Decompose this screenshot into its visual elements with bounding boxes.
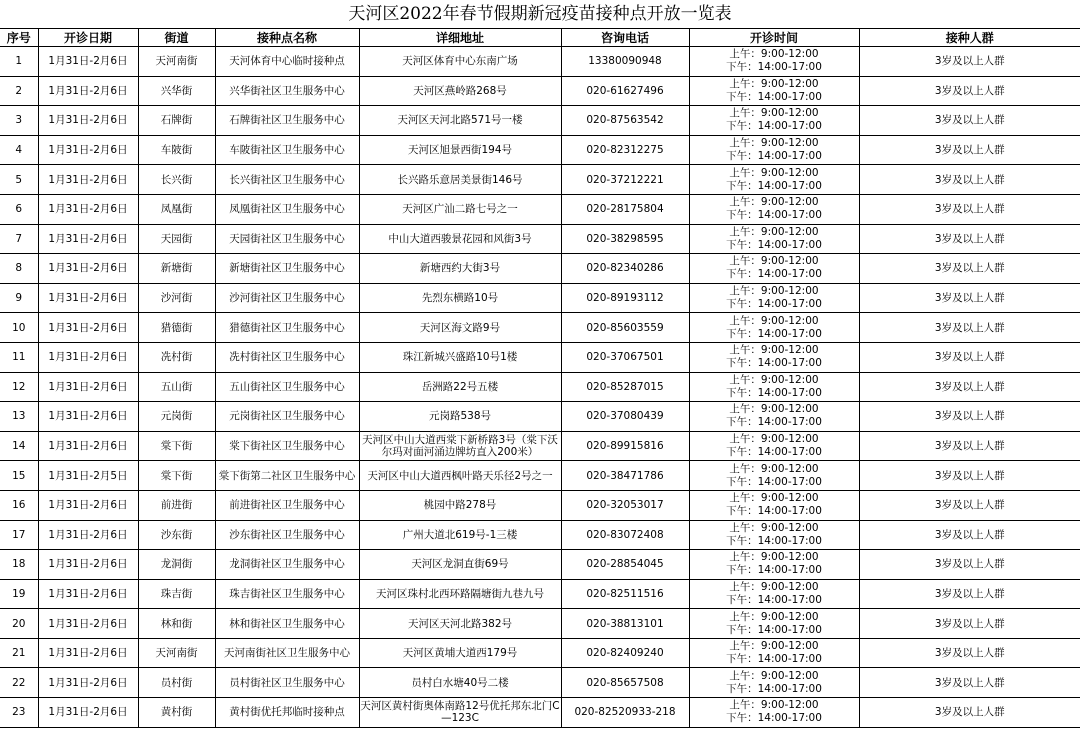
site-name-cell: 石牌街社区卫生服务中心 xyxy=(215,106,359,136)
row-index-cell: 23 xyxy=(0,698,38,728)
afternoon-hours: 下午：14:00-17:00 xyxy=(726,61,822,74)
target-group-cell: 3岁及以上人群 xyxy=(859,461,1080,491)
row-index-cell: 19 xyxy=(0,579,38,609)
open-hours-cell xyxy=(689,135,859,165)
morning-hours: 上午：9:00-12:00 xyxy=(729,551,819,564)
open-date-cell: 1月31日-2月6日 xyxy=(38,283,138,313)
row-index-cell: 1 xyxy=(0,47,38,77)
open-date-cell: 1月31日-2月5日 xyxy=(38,461,138,491)
row-index-cell: 5 xyxy=(0,165,38,195)
afternoon-hours: 下午：14:00-17:00 xyxy=(726,682,822,695)
row-index-cell: 14 xyxy=(0,431,38,461)
street-cell: 珠吉街 xyxy=(138,579,215,609)
row-index-cell: 17 xyxy=(0,520,38,550)
column-header-index: 序号 xyxy=(0,29,38,47)
afternoon-hours: 下午：14:00-17:00 xyxy=(726,446,822,459)
open-date-cell: 1月31日-2月6日 xyxy=(38,550,138,580)
phone-cell: 020-38298595 xyxy=(561,224,689,254)
street-cell: 林和街 xyxy=(138,609,215,639)
row-index-cell: 6 xyxy=(0,194,38,224)
open-hours-cell xyxy=(689,402,859,432)
open-hours-cell xyxy=(689,313,859,343)
address-cell: 员村白水塘40号二楼 xyxy=(359,668,561,698)
street-cell: 车陂街 xyxy=(138,135,215,165)
row-index-cell: 3 xyxy=(0,106,38,136)
morning-hours: 上午：9:00-12:00 xyxy=(729,48,819,61)
open-date-cell: 1月31日-2月6日 xyxy=(38,135,138,165)
address-cell: 桃园中路278号 xyxy=(359,490,561,520)
street-cell: 前进街 xyxy=(138,490,215,520)
open-date-cell: 1月31日-2月6日 xyxy=(38,490,138,520)
open-date-cell: 1月31日-2月6日 xyxy=(38,313,138,343)
target-group-cell: 3岁及以上人群 xyxy=(859,668,1080,698)
site-name-cell: 五山街社区卫生服务中心 xyxy=(215,372,359,402)
afternoon-hours: 下午：14:00-17:00 xyxy=(726,150,822,163)
target-group-cell: 3岁及以上人群 xyxy=(859,135,1080,165)
column-header-site: 接种点名称 xyxy=(215,29,359,47)
site-name-cell: 凤凰街社区卫生服务中心 xyxy=(215,194,359,224)
table-row xyxy=(0,609,1080,639)
address-cell: 天河区黄村街奥体南路12号优托邦东北门C—123C xyxy=(359,698,561,728)
table-row xyxy=(0,135,1080,165)
phone-cell: 020-38471786 xyxy=(561,461,689,491)
morning-hours: 上午：9:00-12:00 xyxy=(729,344,819,357)
target-group-cell: 3岁及以上人群 xyxy=(859,342,1080,372)
open-date-cell: 1月31日-2月6日 xyxy=(38,668,138,698)
address-cell: 天河区海文路9号 xyxy=(359,313,561,343)
address-cell: 天河区体育中心东南广场 xyxy=(359,47,561,77)
open-date-cell: 1月31日-2月6日 xyxy=(38,638,138,668)
table-row xyxy=(0,372,1080,402)
morning-hours: 上午：9:00-12:00 xyxy=(729,403,819,416)
column-header-date: 开诊日期 xyxy=(38,29,138,47)
open-date-cell: 1月31日-2月6日 xyxy=(38,194,138,224)
street-cell: 天河南街 xyxy=(138,638,215,668)
open-hours-cell xyxy=(689,520,859,550)
open-date-cell: 1月31日-2月6日 xyxy=(38,698,138,728)
address-cell: 岳洲路22号五楼 xyxy=(359,372,561,402)
morning-hours: 上午：9:00-12:00 xyxy=(729,640,819,653)
target-group-cell: 3岁及以上人群 xyxy=(859,402,1080,432)
phone-cell: 020-32053017 xyxy=(561,490,689,520)
table-row xyxy=(0,254,1080,284)
target-group-cell: 3岁及以上人群 xyxy=(859,47,1080,77)
street-cell: 棠下街 xyxy=(138,461,215,491)
morning-hours: 上午：9:00-12:00 xyxy=(729,610,819,623)
row-index-cell: 15 xyxy=(0,461,38,491)
site-name-cell: 林和街社区卫生服务中心 xyxy=(215,609,359,639)
site-name-cell: 龙洞街社区卫生服务中心 xyxy=(215,550,359,580)
afternoon-hours: 下午：14:00-17:00 xyxy=(726,268,822,281)
phone-cell: 020-37067501 xyxy=(561,342,689,372)
column-header-address: 详细地址 xyxy=(359,29,561,47)
afternoon-hours: 下午：14:00-17:00 xyxy=(726,416,822,429)
open-hours-cell xyxy=(689,372,859,402)
table-row xyxy=(0,638,1080,668)
open-date-cell: 1月31日-2月6日 xyxy=(38,254,138,284)
table-row xyxy=(0,431,1080,461)
morning-hours: 上午：9:00-12:00 xyxy=(729,699,819,712)
open-date-cell: 1月31日-2月6日 xyxy=(38,520,138,550)
afternoon-hours: 下午：14:00-17:00 xyxy=(726,593,822,606)
open-date-cell: 1月31日-2月6日 xyxy=(38,609,138,639)
afternoon-hours: 下午：14:00-17:00 xyxy=(726,623,822,636)
row-index-cell: 22 xyxy=(0,668,38,698)
target-group-cell: 3岁及以上人群 xyxy=(859,165,1080,195)
vaccination-sites-table xyxy=(0,29,1080,728)
table-row xyxy=(0,283,1080,313)
header-row xyxy=(0,29,1080,47)
target-group-cell: 3岁及以上人群 xyxy=(859,520,1080,550)
street-cell: 凤凰街 xyxy=(138,194,215,224)
open-date-cell: 1月31日-2月6日 xyxy=(38,76,138,106)
target-group-cell: 3岁及以上人群 xyxy=(859,698,1080,728)
site-name-cell: 天河体育中心临时接种点 xyxy=(215,47,359,77)
site-name-cell: 前进街社区卫生服务中心 xyxy=(215,490,359,520)
target-group-cell: 3岁及以上人群 xyxy=(859,638,1080,668)
table-row xyxy=(0,402,1080,432)
address-cell: 天河区旭景西街194号 xyxy=(359,135,561,165)
table-row xyxy=(0,668,1080,698)
open-hours-cell xyxy=(689,283,859,313)
row-index-cell: 2 xyxy=(0,76,38,106)
site-name-cell: 元岗街社区卫生服务中心 xyxy=(215,402,359,432)
phone-cell: 020-82340286 xyxy=(561,254,689,284)
street-cell: 棠下街 xyxy=(138,431,215,461)
column-header-phone: 咨询电话 xyxy=(561,29,689,47)
address-cell: 天河区广汕二路七号之一 xyxy=(359,194,561,224)
street-cell: 石牌街 xyxy=(138,106,215,136)
table-row xyxy=(0,461,1080,491)
phone-cell: 020-38813101 xyxy=(561,609,689,639)
street-cell: 元岗街 xyxy=(138,402,215,432)
phone-cell: 020-28854045 xyxy=(561,550,689,580)
street-cell: 冼村街 xyxy=(138,342,215,372)
phone-cell: 020-82520933-218 xyxy=(561,698,689,728)
phone-cell: 020-85657508 xyxy=(561,668,689,698)
target-group-cell: 3岁及以上人群 xyxy=(859,283,1080,313)
open-hours-cell xyxy=(689,194,859,224)
afternoon-hours: 下午：14:00-17:00 xyxy=(726,534,822,547)
address-cell: 天河区龙洞直街69号 xyxy=(359,550,561,580)
address-cell: 天河区珠村北西环路隔塘街九巷九号 xyxy=(359,579,561,609)
site-name-cell: 员村街社区卫生服务中心 xyxy=(215,668,359,698)
site-name-cell: 车陂街社区卫生服务中心 xyxy=(215,135,359,165)
morning-hours: 上午：9:00-12:00 xyxy=(729,521,819,534)
morning-hours: 上午：9:00-12:00 xyxy=(729,580,819,593)
open-hours-cell xyxy=(689,579,859,609)
address-cell: 先烈东横路10号 xyxy=(359,283,561,313)
address-cell: 元岗路538号 xyxy=(359,402,561,432)
morning-hours: 上午：9:00-12:00 xyxy=(729,492,819,505)
open-hours-cell xyxy=(689,254,859,284)
afternoon-hours: 下午：14:00-17:00 xyxy=(726,357,822,370)
phone-cell: 020-82312275 xyxy=(561,135,689,165)
morning-hours: 上午：9:00-12:00 xyxy=(729,285,819,298)
target-group-cell: 3岁及以上人群 xyxy=(859,490,1080,520)
target-group-cell: 3岁及以上人群 xyxy=(859,609,1080,639)
afternoon-hours: 下午：14:00-17:00 xyxy=(726,475,822,488)
phone-cell: 020-85603559 xyxy=(561,313,689,343)
morning-hours: 上午：9:00-12:00 xyxy=(729,137,819,150)
row-index-cell: 9 xyxy=(0,283,38,313)
open-date-cell: 1月31日-2月6日 xyxy=(38,431,138,461)
street-cell: 沙河街 xyxy=(138,283,215,313)
morning-hours: 上午：9:00-12:00 xyxy=(729,314,819,327)
site-name-cell: 新塘街社区卫生服务中心 xyxy=(215,254,359,284)
open-hours-cell xyxy=(689,106,859,136)
row-index-cell: 7 xyxy=(0,224,38,254)
open-hours-cell xyxy=(689,342,859,372)
afternoon-hours: 下午：14:00-17:00 xyxy=(726,712,822,725)
address-cell: 中山大道西骏景花园和风街3号 xyxy=(359,224,561,254)
site-name-cell: 冼村街社区卫生服务中心 xyxy=(215,342,359,372)
open-hours-cell xyxy=(689,224,859,254)
address-cell: 天河区黄埔大道西179号 xyxy=(359,638,561,668)
address-cell: 广州大道北619号-1三楼 xyxy=(359,520,561,550)
address-cell: 珠江新城兴盛路10号1楼 xyxy=(359,342,561,372)
afternoon-hours: 下午：14:00-17:00 xyxy=(726,653,822,666)
morning-hours: 上午：9:00-12:00 xyxy=(729,373,819,386)
row-index-cell: 21 xyxy=(0,638,38,668)
target-group-cell: 3岁及以上人群 xyxy=(859,372,1080,402)
column-header-hours: 开诊时间 xyxy=(689,29,859,47)
street-cell: 天河南街 xyxy=(138,47,215,77)
open-date-cell: 1月31日-2月6日 xyxy=(38,224,138,254)
phone-cell: 020-28175804 xyxy=(561,194,689,224)
open-hours-cell xyxy=(689,461,859,491)
open-date-cell: 1月31日-2月6日 xyxy=(38,47,138,77)
morning-hours: 上午：9:00-12:00 xyxy=(729,669,819,682)
phone-cell: 020-87563542 xyxy=(561,106,689,136)
phone-cell: 020-61627496 xyxy=(561,76,689,106)
site-name-cell: 黄村街优托邦临时接种点 xyxy=(215,698,359,728)
street-cell: 沙东街 xyxy=(138,520,215,550)
morning-hours: 上午：9:00-12:00 xyxy=(729,166,819,179)
phone-cell: 020-89193112 xyxy=(561,283,689,313)
row-index-cell: 20 xyxy=(0,609,38,639)
open-hours-cell xyxy=(689,668,859,698)
table-row xyxy=(0,313,1080,343)
afternoon-hours: 下午：14:00-17:00 xyxy=(726,238,822,251)
afternoon-hours: 下午：14:00-17:00 xyxy=(726,298,822,311)
target-group-cell: 3岁及以上人群 xyxy=(859,254,1080,284)
phone-cell: 020-82409240 xyxy=(561,638,689,668)
address-cell: 天河区中山大道西枫叶路天乐径2号之一 xyxy=(359,461,561,491)
site-name-cell: 沙河街社区卫生服务中心 xyxy=(215,283,359,313)
street-cell: 天园街 xyxy=(138,224,215,254)
address-cell: 天河区中山大道西棠下新桥路3号（棠下沃尔玛对面河涌边牌坊直入200米） xyxy=(359,431,561,461)
open-hours-cell xyxy=(689,698,859,728)
open-hours-cell xyxy=(689,609,859,639)
morning-hours: 上午：9:00-12:00 xyxy=(729,107,819,120)
phone-cell: 020-83072408 xyxy=(561,520,689,550)
table-row xyxy=(0,342,1080,372)
site-name-cell: 猎德街社区卫生服务中心 xyxy=(215,313,359,343)
open-date-cell: 1月31日-2月6日 xyxy=(38,342,138,372)
morning-hours: 上午：9:00-12:00 xyxy=(729,433,819,446)
street-cell: 猎德街 xyxy=(138,313,215,343)
morning-hours: 上午：9:00-12:00 xyxy=(729,255,819,268)
row-index-cell: 10 xyxy=(0,313,38,343)
open-date-cell: 1月31日-2月6日 xyxy=(38,579,138,609)
afternoon-hours: 下午：14:00-17:00 xyxy=(726,120,822,133)
phone-cell: 020-37080439 xyxy=(561,402,689,432)
phone-cell: 020-85287015 xyxy=(561,372,689,402)
open-date-cell: 1月31日-2月6日 xyxy=(38,165,138,195)
site-name-cell: 天河南街社区卫生服务中心 xyxy=(215,638,359,668)
afternoon-hours: 下午：14:00-17:00 xyxy=(726,327,822,340)
afternoon-hours: 下午：14:00-17:00 xyxy=(726,179,822,192)
address-cell: 天河区天河北路571号一楼 xyxy=(359,106,561,136)
street-cell: 龙洞街 xyxy=(138,550,215,580)
open-date-cell: 1月31日-2月6日 xyxy=(38,106,138,136)
target-group-cell: 3岁及以上人群 xyxy=(859,194,1080,224)
open-date-cell: 1月31日-2月6日 xyxy=(38,402,138,432)
target-group-cell: 3岁及以上人群 xyxy=(859,431,1080,461)
afternoon-hours: 下午：14:00-17:00 xyxy=(726,90,822,103)
table-row xyxy=(0,194,1080,224)
phone-cell: 13380090948 xyxy=(561,47,689,77)
target-group-cell: 3岁及以上人群 xyxy=(859,313,1080,343)
row-index-cell: 18 xyxy=(0,550,38,580)
open-hours-cell xyxy=(689,47,859,77)
open-hours-cell xyxy=(689,638,859,668)
street-cell: 员村街 xyxy=(138,668,215,698)
address-cell: 新塘西约大街3号 xyxy=(359,254,561,284)
target-group-cell: 3岁及以上人群 xyxy=(859,579,1080,609)
afternoon-hours: 下午：14:00-17:00 xyxy=(726,209,822,222)
target-group-cell: 3岁及以上人群 xyxy=(859,76,1080,106)
street-cell: 新塘街 xyxy=(138,254,215,284)
table-row xyxy=(0,224,1080,254)
row-index-cell: 11 xyxy=(0,342,38,372)
open-hours-cell xyxy=(689,165,859,195)
street-cell: 黄村街 xyxy=(138,698,215,728)
table-row xyxy=(0,106,1080,136)
table-row xyxy=(0,579,1080,609)
site-name-cell: 天园街社区卫生服务中心 xyxy=(215,224,359,254)
open-hours-cell xyxy=(689,76,859,106)
address-cell: 天河区燕岭路268号 xyxy=(359,76,561,106)
table-row xyxy=(0,165,1080,195)
open-hours-cell xyxy=(689,550,859,580)
phone-cell: 020-37212221 xyxy=(561,165,689,195)
address-cell: 天河区天河北路382号 xyxy=(359,609,561,639)
morning-hours: 上午：9:00-12:00 xyxy=(729,77,819,90)
site-name-cell: 棠下街社区卫生服务中心 xyxy=(215,431,359,461)
column-header-group: 接种人群 xyxy=(859,29,1080,47)
row-index-cell: 12 xyxy=(0,372,38,402)
table-row xyxy=(0,520,1080,550)
row-index-cell: 16 xyxy=(0,490,38,520)
row-index-cell: 4 xyxy=(0,135,38,165)
table-row xyxy=(0,698,1080,728)
morning-hours: 上午：9:00-12:00 xyxy=(729,196,819,209)
site-name-cell: 兴华街社区卫生服务中心 xyxy=(215,76,359,106)
site-name-cell: 长兴街社区卫生服务中心 xyxy=(215,165,359,195)
row-index-cell: 8 xyxy=(0,254,38,284)
target-group-cell: 3岁及以上人群 xyxy=(859,106,1080,136)
phone-cell: 020-89915816 xyxy=(561,431,689,461)
row-index-cell: 13 xyxy=(0,402,38,432)
table-row xyxy=(0,47,1080,77)
morning-hours: 上午：9:00-12:00 xyxy=(729,462,819,475)
street-cell: 长兴街 xyxy=(138,165,215,195)
target-group-cell: 3岁及以上人群 xyxy=(859,224,1080,254)
site-name-cell: 沙东街社区卫生服务中心 xyxy=(215,520,359,550)
column-header-street: 街道 xyxy=(138,29,215,47)
site-name-cell: 珠吉街社区卫生服务中心 xyxy=(215,579,359,609)
target-group-cell: 3岁及以上人群 xyxy=(859,550,1080,580)
table-row xyxy=(0,490,1080,520)
afternoon-hours: 下午：14:00-17:00 xyxy=(726,386,822,399)
address-cell: 长兴路乐意居美景街146号 xyxy=(359,165,561,195)
afternoon-hours: 下午：14:00-17:00 xyxy=(726,564,822,577)
phone-cell: 020-82511516 xyxy=(561,579,689,609)
morning-hours: 上午：9:00-12:00 xyxy=(729,225,819,238)
street-cell: 五山街 xyxy=(138,372,215,402)
site-name-cell: 棠下街第二社区卫生服务中心 xyxy=(215,461,359,491)
page-title: 天河区2022年春节假期新冠疫苗接种点开放一览表 xyxy=(0,0,1080,29)
open-date-cell: 1月31日-2月6日 xyxy=(38,372,138,402)
open-hours-cell xyxy=(689,490,859,520)
street-cell: 兴华街 xyxy=(138,76,215,106)
table-row xyxy=(0,76,1080,106)
afternoon-hours: 下午：14:00-17:00 xyxy=(726,505,822,518)
table-row xyxy=(0,550,1080,580)
open-hours-cell xyxy=(689,431,859,461)
